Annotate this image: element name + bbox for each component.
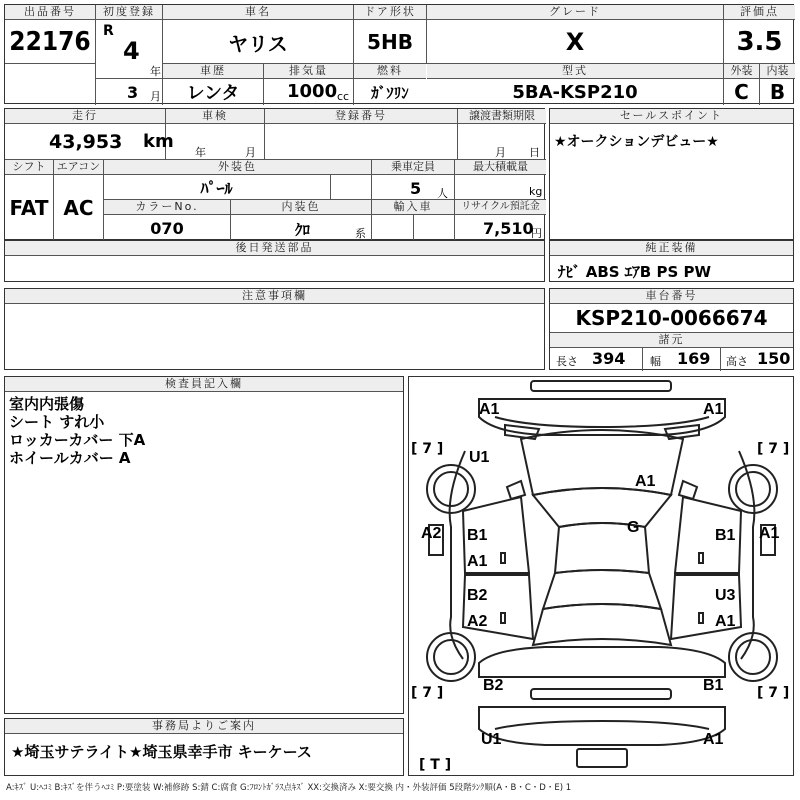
inspect-year: 年 [195,146,206,159]
hei-label: 高さ [726,355,748,368]
equipment-text: ﾅﾋﾞ ABS ｴｱB PS PW [558,263,712,281]
ac-label: エアコン [54,160,103,175]
mark-a2-left: A2 [421,525,442,542]
int-label: 内装 [760,64,795,79]
chassis-label: 車台番号 [550,289,793,304]
mark-b1-right: B1 [715,527,736,544]
score-label: 評価点 [724,5,795,20]
colorno: 070 [150,218,184,238]
reg-month: 3 [127,83,139,102]
mark-tire-rr: [ 7 ] [757,685,790,701]
wid-label: 幅 [650,355,661,368]
year-unit: 年 [150,65,161,78]
legend: A:ｷｽﾞ U:ﾍｺﾐ B:ｷｽﾞを伴うﾍｺﾐ P:要塗装 W:補修跡 S:錆 C:腐食 G:ﾌﾛﾝﾄｶﾞﾗｽ点ｷｽﾞ XX:交換済み X:要交換 内・外装評価 5段階ﾗﾝｸ順(A・B・C・D・E) 1 [6,783,572,793]
office-label: 事務局よりご案内 [5,719,403,734]
intcolor: ｸﾛ [295,221,311,239]
door-label: ドア形状 [354,5,426,20]
grade: X [565,28,585,56]
load-unit: kg [529,185,543,198]
mark-u1-bottom: U1 [481,731,502,748]
mileage-label: 走行 [5,109,165,124]
capacity-label: 乗車定員 [372,160,454,175]
ac: AC [63,196,94,220]
mark-b2-left: B2 [467,587,488,604]
car-diagram [408,376,794,776]
selling-text: ★オークションデビュー★ [554,134,719,150]
header-table [4,4,794,104]
inspector-line: シート すれ小 [9,413,105,431]
mark-tire-rl: [ 7 ] [411,685,444,701]
mark-a1-right-door: A1 [715,613,736,630]
name-label: 車名 [163,5,353,20]
transfer-month: 月 [495,146,506,159]
capacity-unit: 人 [437,187,448,200]
chassis-number: KSP210-0066674 [575,306,768,330]
transfer-label: 譲渡書類期限 [458,109,546,124]
disp-unit: cc [337,90,350,103]
inspector-label: 検査員記入欄 [5,377,403,392]
mileage-unit: km [143,131,174,152]
mark-u1-top: U1 [469,449,490,466]
equipment-label: 純正装備 [550,241,793,256]
selling-point [549,108,794,240]
notes [4,288,545,370]
recycle-label: リサイクル預託金 [455,200,546,215]
lot-label: 出品番号 [5,5,95,20]
intcolor-unit: 系 [355,227,366,240]
car-outline-drawing [409,377,795,777]
capacity: 5 [410,179,422,198]
recycle-unit: 円 [531,227,542,240]
inspector-box [4,376,404,714]
recycle: 7,510 [483,219,534,238]
history-label: 車歴 [163,64,263,79]
chassis [549,288,794,370]
inspect-month: 月 [245,146,256,159]
disp-label: 排気量 [264,64,353,79]
month-unit: 月 [150,90,161,103]
colorno-label: カラーNo. [104,200,230,215]
spec-label: 諸元 [550,333,793,348]
hei: 150 [757,349,791,368]
displacement: 1000 [287,81,338,102]
mileage: 43,953 [49,131,123,153]
fuel: ｶﾞｿﾘﾝ [371,83,409,102]
lot-number: 22176 [9,27,91,57]
ext-grade: C [734,80,749,104]
mark-tire-fl: [ 7 ] [411,441,444,457]
mark-u3-right: U3 [715,587,736,604]
mark-b1-bottom: B1 [703,677,724,694]
intcolor-label: 内装色 [231,200,371,215]
inspector-line: 室内内張傷 [9,395,85,413]
inspector-lines [9,395,145,467]
mark-b2-bottom: B2 [483,677,504,694]
mark-front-left: A1 [479,401,500,418]
mark-a1-bottom: A1 [703,731,724,748]
score: 3.5 [736,27,783,57]
color-label: 外装色 [104,160,371,175]
mark-a1-right: A1 [759,525,780,542]
len-label: 長さ [556,355,578,368]
mark-roof: A1 [635,473,656,490]
import-label: 輸入車 [372,200,454,215]
model: 5BA-KSP210 [512,81,638,103]
color: ﾊﾟｰﾙ [200,178,233,198]
car-name: ヤリス [228,31,288,56]
inspector-line: ロッカーカバー 下A [9,431,146,449]
inspect-label: 車検 [166,109,264,124]
equipment [549,240,794,282]
mark-a2-left-door: A2 [467,613,488,630]
mark-front-right: A1 [703,401,724,418]
mark-glass: G [627,519,640,536]
office-text: ★埼玉サテライト★埼玉県幸手市 キーケース [11,743,312,761]
door-type: 5HB [367,30,413,54]
era: R [103,23,114,39]
wid: 169 [677,349,711,368]
selling-label: セールスポイント [550,109,793,124]
mark-spare-tire: [ T ] [419,757,452,773]
mark-tire-fr: [ 7 ] [757,441,790,457]
mark-a1-left: A1 [467,553,488,570]
load-label: 最大積載量 [455,160,546,175]
history: レンタ [186,83,240,104]
transfer-day: 日 [529,146,540,159]
shift-label: シフト [5,160,53,175]
later-parts [4,240,545,282]
office-box [4,718,404,776]
ext-label: 外装 [724,64,759,79]
reg-label: 初度登録 [96,5,162,20]
fuel-label: 燃料 [354,64,426,79]
inspector-line: ホイールカバー A [9,449,131,467]
int-grade: B [769,80,786,104]
mid-table [4,108,545,240]
regno-label: 登録番号 [265,109,457,124]
shift: FAT [9,196,49,220]
model-label: 型式 [427,64,723,79]
notes-label: 注意事項欄 [5,289,544,304]
len: 394 [592,349,626,368]
grade-label: グレード [427,5,723,20]
later-label: 後日発送部品 [5,241,544,256]
mark-b1-left: B1 [467,527,488,544]
reg-year: 4 [123,37,140,65]
